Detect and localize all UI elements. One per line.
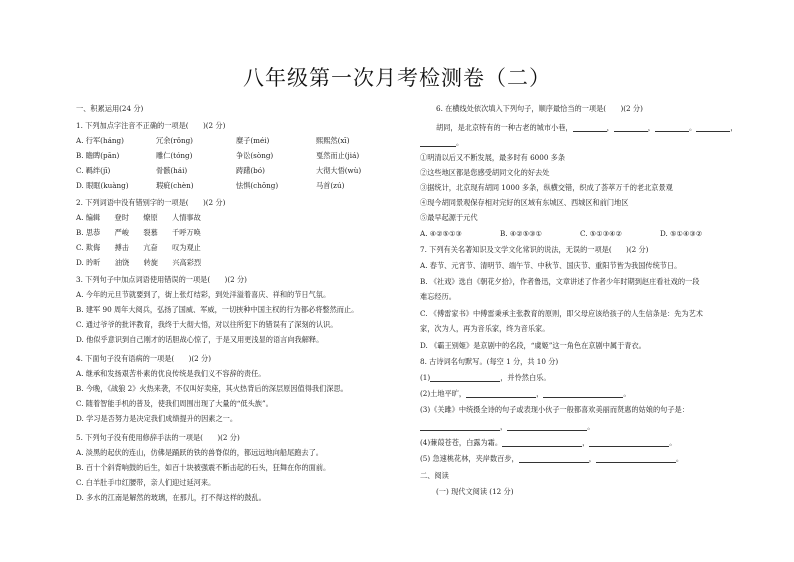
option-row bbox=[76, 136, 396, 145]
option-a: A. 今年的元旦节就要到了，街上张灯结彩，到处洋溢着喜庆、祥和的节日气氛。 bbox=[76, 290, 331, 299]
option-d: D. 眼眶(kuàng) bbox=[76, 181, 129, 190]
poem-line-3: (3)《关雎》中统摄全诗的句子或表现小伙子一般都喜欢美丽而贤惠的姑娘的句子是： bbox=[420, 405, 689, 414]
option-d: D. 他似乎意识到自己刚才的话胆战心惊了，于是又用更浅显的语言向我解释。 bbox=[76, 335, 324, 344]
option-b: B. ④②⑤③① bbox=[500, 229, 543, 238]
option-a: A. 淡黑的起伏的连山，仿佛是踊跃的铁的兽脊似的，都远远地向船尾跑去了。 bbox=[76, 448, 323, 457]
passage-intro: 胡同，是北京特有的一种古老的城市小巷， bbox=[436, 123, 573, 132]
option-a: A. 春节、元宵节、清明节、端午节、中秋节、国庆节、重阳节皆为我国传统节日。 bbox=[420, 261, 682, 270]
item-number: (1) bbox=[420, 373, 431, 382]
option-c: C. 随着智能手机的普及，使我们周围出现了大量的“低头族”。 bbox=[76, 399, 273, 408]
option-b: B. 今晚，《战狼 2》火热来袭，不仅叫好卖座，其火热背后的深层原因值得我们深思。 bbox=[76, 384, 348, 393]
option-d: D. 《霸王别姬》是京剧中的名段，“虞姬”这一角色在京剧中属于青衣。 bbox=[420, 341, 646, 350]
question-stem: 7. 下列有关名著知识及文学文化常识的说法，无误的一项是( )(2 分) bbox=[420, 245, 649, 254]
option-c: C. 欺侮 搏击 亢奋 叹为观止 bbox=[76, 243, 201, 252]
answer-blank bbox=[519, 454, 589, 463]
option-a: A. ④②⑤①③ bbox=[420, 229, 462, 238]
poem-line-1 bbox=[420, 373, 551, 382]
answer-blank bbox=[430, 373, 500, 382]
option-d-word4: 马首(zú) bbox=[316, 181, 345, 190]
option-c: C. 白羊肚手巾红腰带，亲人们迎过延河来。 bbox=[76, 478, 216, 487]
option-a-word4: 熙熙然(xī) bbox=[316, 136, 350, 145]
section-heading: 二、阅读 bbox=[420, 471, 449, 480]
poem-text: (5) 急速桃花林，夹岸数百步， bbox=[420, 454, 519, 463]
option-d-word2: 瑕疵(chèn) bbox=[156, 181, 194, 190]
question-stem: 8. 古诗词名句默写。(每空 1 分，共 10 分) bbox=[420, 357, 559, 366]
question-stem: 2. 下列词语中没有错别字的一项是( )(2 分) bbox=[76, 198, 226, 207]
option-c: C. 《傅雷家书》中傅雷秉承主张教育的原则，即父母应该给孩子的人生信条是：先为艺术 bbox=[420, 309, 703, 318]
answer-blank bbox=[543, 389, 623, 398]
option-a: A. 继承和发扬艰苦朴素的优良传统是我们义不容辞的责任。 bbox=[76, 369, 266, 378]
option-c-word4: 大彻大悟(wù) bbox=[316, 166, 362, 175]
option-row bbox=[76, 151, 396, 160]
option-b: B. 《社戏》选自《朝花夕拾》，作者鲁迅，文章讲述了作者少年时期到赵庄看社戏的一段 bbox=[420, 277, 700, 286]
poem-line-4: (4)蒹葭苍苍，白露为霜。 ， 。 bbox=[420, 438, 677, 447]
question-stem: 5. 下列句子没有使用修辞手法的一项是( )(2 分) bbox=[76, 433, 240, 442]
option-b-word4: 戛然而止(jiá) bbox=[316, 151, 360, 160]
question-stem: 3. 下列句子中加点词语使用错误的一项是( )(2 分) bbox=[76, 275, 247, 284]
option-c: C. 羁绊(jī) bbox=[76, 166, 111, 175]
sentence-4: ④现今胡同景观保存相对完好的区域有东城区、西城区和前门地区 bbox=[420, 198, 629, 207]
poem-text: ，并怜然白乐。 bbox=[500, 373, 551, 382]
poem-text: (4)蒹葭苍苍，白露为霜。 bbox=[420, 438, 503, 447]
sentence-1: ①明清以后又不断发展，最多时有 6000 多条 bbox=[420, 153, 566, 162]
option-d: D. 昑昕 油饶 转旋 兴高彩烈 bbox=[76, 258, 202, 267]
poem-line-2: (2)土地平旷， ， 。 bbox=[420, 389, 631, 398]
answer-blank bbox=[589, 438, 669, 447]
option-b: B. 百十个斜背响鼓的后生，如百十块被强震不断击起的石头，狂舞在你的面前。 bbox=[76, 463, 331, 472]
page-title: 八年级第一次月考检测卷（二） bbox=[243, 66, 551, 90]
option-row bbox=[76, 166, 396, 175]
answer-blank bbox=[596, 454, 676, 463]
option-a-word3: 糜子(méi) bbox=[236, 136, 270, 145]
option-d: D. 多水的江南是解然的玻璃，在那儿，打不得这样的鼓乱。 bbox=[76, 493, 266, 502]
answer-blank bbox=[696, 123, 730, 132]
question-stem: 6. 在横线处依次填入下列句子，顺序最恰当的一项是( )(2 分) bbox=[436, 104, 643, 113]
poem-line-5: (5) 急速桃花林，夹岸数百步， ， 。 bbox=[420, 454, 684, 463]
answer-blank bbox=[655, 123, 689, 132]
option-b: B. 思恭 严峻 裂慕 千呼万唤 bbox=[76, 228, 201, 237]
option-b-word2: 雕仁(tóng) bbox=[156, 151, 193, 160]
option-a-word2: 冗余(rǒng) bbox=[156, 136, 193, 145]
section-heading: 一、积累运用(24 分) bbox=[76, 104, 144, 113]
answer-blank bbox=[420, 138, 456, 147]
passage-line: 。 bbox=[420, 138, 463, 147]
sentence-3: ③据统计，北京现有胡同 1000 多条，纵横交错，织成了荟萃万千的老北京景观 bbox=[420, 183, 673, 192]
subsection-heading: (一) 现代文阅读 (12 分) bbox=[436, 487, 514, 496]
option-d: D. ⑤①④③② bbox=[660, 229, 703, 238]
sentence-2: ②这些地区都是您感受胡同文化的好去处 bbox=[420, 168, 550, 177]
poem-line-3-blanks: ， 。 bbox=[420, 422, 594, 431]
option-row bbox=[420, 229, 740, 238]
option-c-continued: 家，次为人，再为音乐家，终为音乐家。 bbox=[420, 324, 550, 333]
option-b: B. 建军 90 周年大阅兵，弘扬了国威、军威，一切挟种中国主权的行为都必将整然而止。 bbox=[76, 305, 359, 314]
question-stem: 4. 下面句子没有语病的一项是( )(2 分) bbox=[76, 354, 212, 363]
passage-line: 胡同，是北京特有的一种古老的城市小巷， ， ， 。 ， bbox=[436, 123, 738, 132]
answer-blank bbox=[466, 389, 536, 398]
option-c: C. 通过爷爷的批评教育，我终于大彻大悟，对以往所犯下的错误有了深刻的认识。 bbox=[76, 320, 338, 329]
answer-blank bbox=[614, 123, 648, 132]
answer-blank bbox=[507, 422, 587, 431]
answer-blank bbox=[573, 123, 607, 132]
option-c-word3: 踌躇(bó) bbox=[236, 166, 265, 175]
poem-text: (2)土地平旷， bbox=[420, 389, 467, 398]
option-b-continued: 难忘经历。 bbox=[420, 292, 456, 301]
sentence-5: ⑤最早起源于元代 bbox=[420, 213, 478, 222]
option-d: D. 学习是否努力是决定我们成绩提升的因素之一。 bbox=[76, 414, 238, 423]
option-b: B. 瞻睥(pān) bbox=[76, 151, 120, 160]
question-stem: 1. 下列加点字注音不正确的一项是( )(2 分) bbox=[76, 121, 226, 130]
option-b-word3: 争讼(sòng) bbox=[236, 151, 274, 160]
answer-blank bbox=[420, 422, 500, 431]
option-a: A. 行军(háng) bbox=[76, 136, 124, 145]
option-row bbox=[76, 181, 396, 190]
option-c-word2: 骨骸(hái) bbox=[156, 166, 188, 175]
option-a: A. 编辑 登时 燎原 人情事故 bbox=[76, 213, 201, 222]
answer-blank bbox=[502, 438, 582, 447]
option-d-word3: 怯惧(chōng) bbox=[236, 181, 279, 190]
option-c: C. ⑤①③④② bbox=[580, 229, 623, 238]
